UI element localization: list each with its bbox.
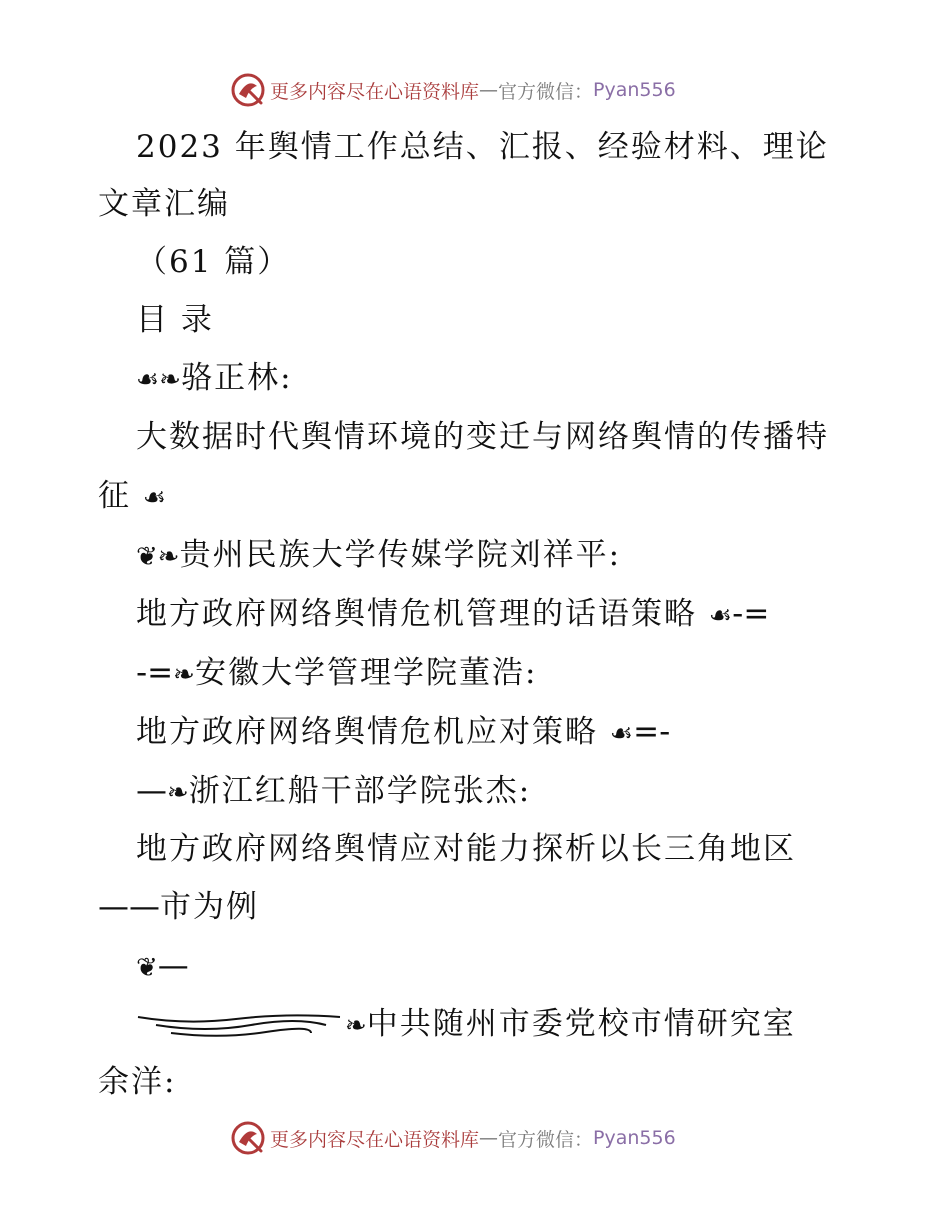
fleuron-ornament-icon: ☙ (142, 483, 167, 513)
toc-entry-text: 安徽大学管理学院董浩: (194, 655, 538, 691)
wavy-lines-ornament-icon (136, 1011, 341, 1041)
toc-entry (136, 829, 796, 869)
doc-title-line-2: 文章汇编 (98, 186, 230, 222)
toc-entry (136, 358, 293, 400)
toc-entry (136, 712, 670, 754)
doc-count: （61 篇） (136, 244, 291, 280)
toc-entry (136, 594, 769, 636)
toc-entry (136, 653, 537, 695)
fleuron-ornament-icon: ❦❧ (136, 542, 180, 572)
toc-entry-text: 余洋: (98, 1064, 177, 1100)
toc-entry (98, 887, 259, 927)
toc-entry-text: 大数据时代舆情环境的变迁与网络舆情的传播特 (136, 419, 829, 455)
toc-entry (98, 1062, 176, 1102)
brand-logo-icon (230, 72, 266, 108)
dash-mark: -= (136, 655, 174, 691)
fleuron-ornament-icon: ❧ (345, 1011, 367, 1041)
toc-entry (136, 535, 621, 577)
fleuron-ornament-icon: ❧ (173, 660, 195, 690)
dash-mark: -= (732, 596, 770, 632)
watermark-handle: Pyan556 (593, 1127, 676, 1149)
fleuron-ornament-icon: ☙ (708, 601, 733, 631)
toc-entry-text: 征 (98, 478, 131, 514)
toc-entry-text: 骆正林: (181, 360, 293, 396)
watermark-separator: — (479, 1127, 499, 1149)
watermark-label: 官方微信： (498, 1128, 594, 1151)
toc-entry-text: 浙江红船干部学院张杰: (188, 773, 532, 809)
toc-heading: 目 录 (136, 302, 214, 338)
fleuron-ornament-icon: ☙❧ (136, 365, 182, 395)
fleuron-ornament-icon: ☙ (609, 719, 634, 749)
dash-mark: —— (98, 889, 160, 925)
dash-mark: — (136, 773, 167, 809)
watermark-brand: 更多内容尽在心语资料库 (270, 80, 480, 103)
doc-title-line-1: 2023 年舆情工作总结、汇报、经验材料、理论 (136, 129, 829, 165)
toc-entry (98, 476, 166, 518)
toc-entry-text: 中共随州市委党校市情研究室 (366, 1006, 796, 1042)
fleuron-ornament-icon: ❧ (167, 778, 189, 808)
watermark-label: 官方微信： (498, 80, 594, 103)
watermark-top (230, 70, 676, 110)
dash-mark: — (157, 948, 189, 984)
toc-entry (136, 771, 531, 813)
toc-entry (136, 417, 829, 457)
watermark-bottom (230, 1118, 676, 1158)
toc-entry (136, 1004, 796, 1046)
toc-entry (136, 946, 189, 988)
toc-entry-text: 地方政府网络舆情危机管理的话语策略 (136, 596, 697, 632)
toc-entry-text: 贵州民族大学传媒学院刘祥平: (179, 537, 622, 573)
watermark-brand: 更多内容尽在心语资料库 (270, 1128, 480, 1151)
watermark-handle: Pyan556 (593, 79, 676, 101)
fleuron-ornament-icon: ❦ (136, 953, 158, 983)
watermark-separator: — (479, 79, 499, 101)
toc-entry-text: 地方政府网络舆情危机应对策略 (136, 714, 598, 750)
toc-entry-text: 市为例 (160, 889, 259, 925)
dash-mark: =- (633, 714, 671, 750)
toc-entry-text: 地方政府网络舆情应对能力探析以长三角地区 (136, 831, 796, 867)
brand-logo-icon (230, 1120, 266, 1156)
